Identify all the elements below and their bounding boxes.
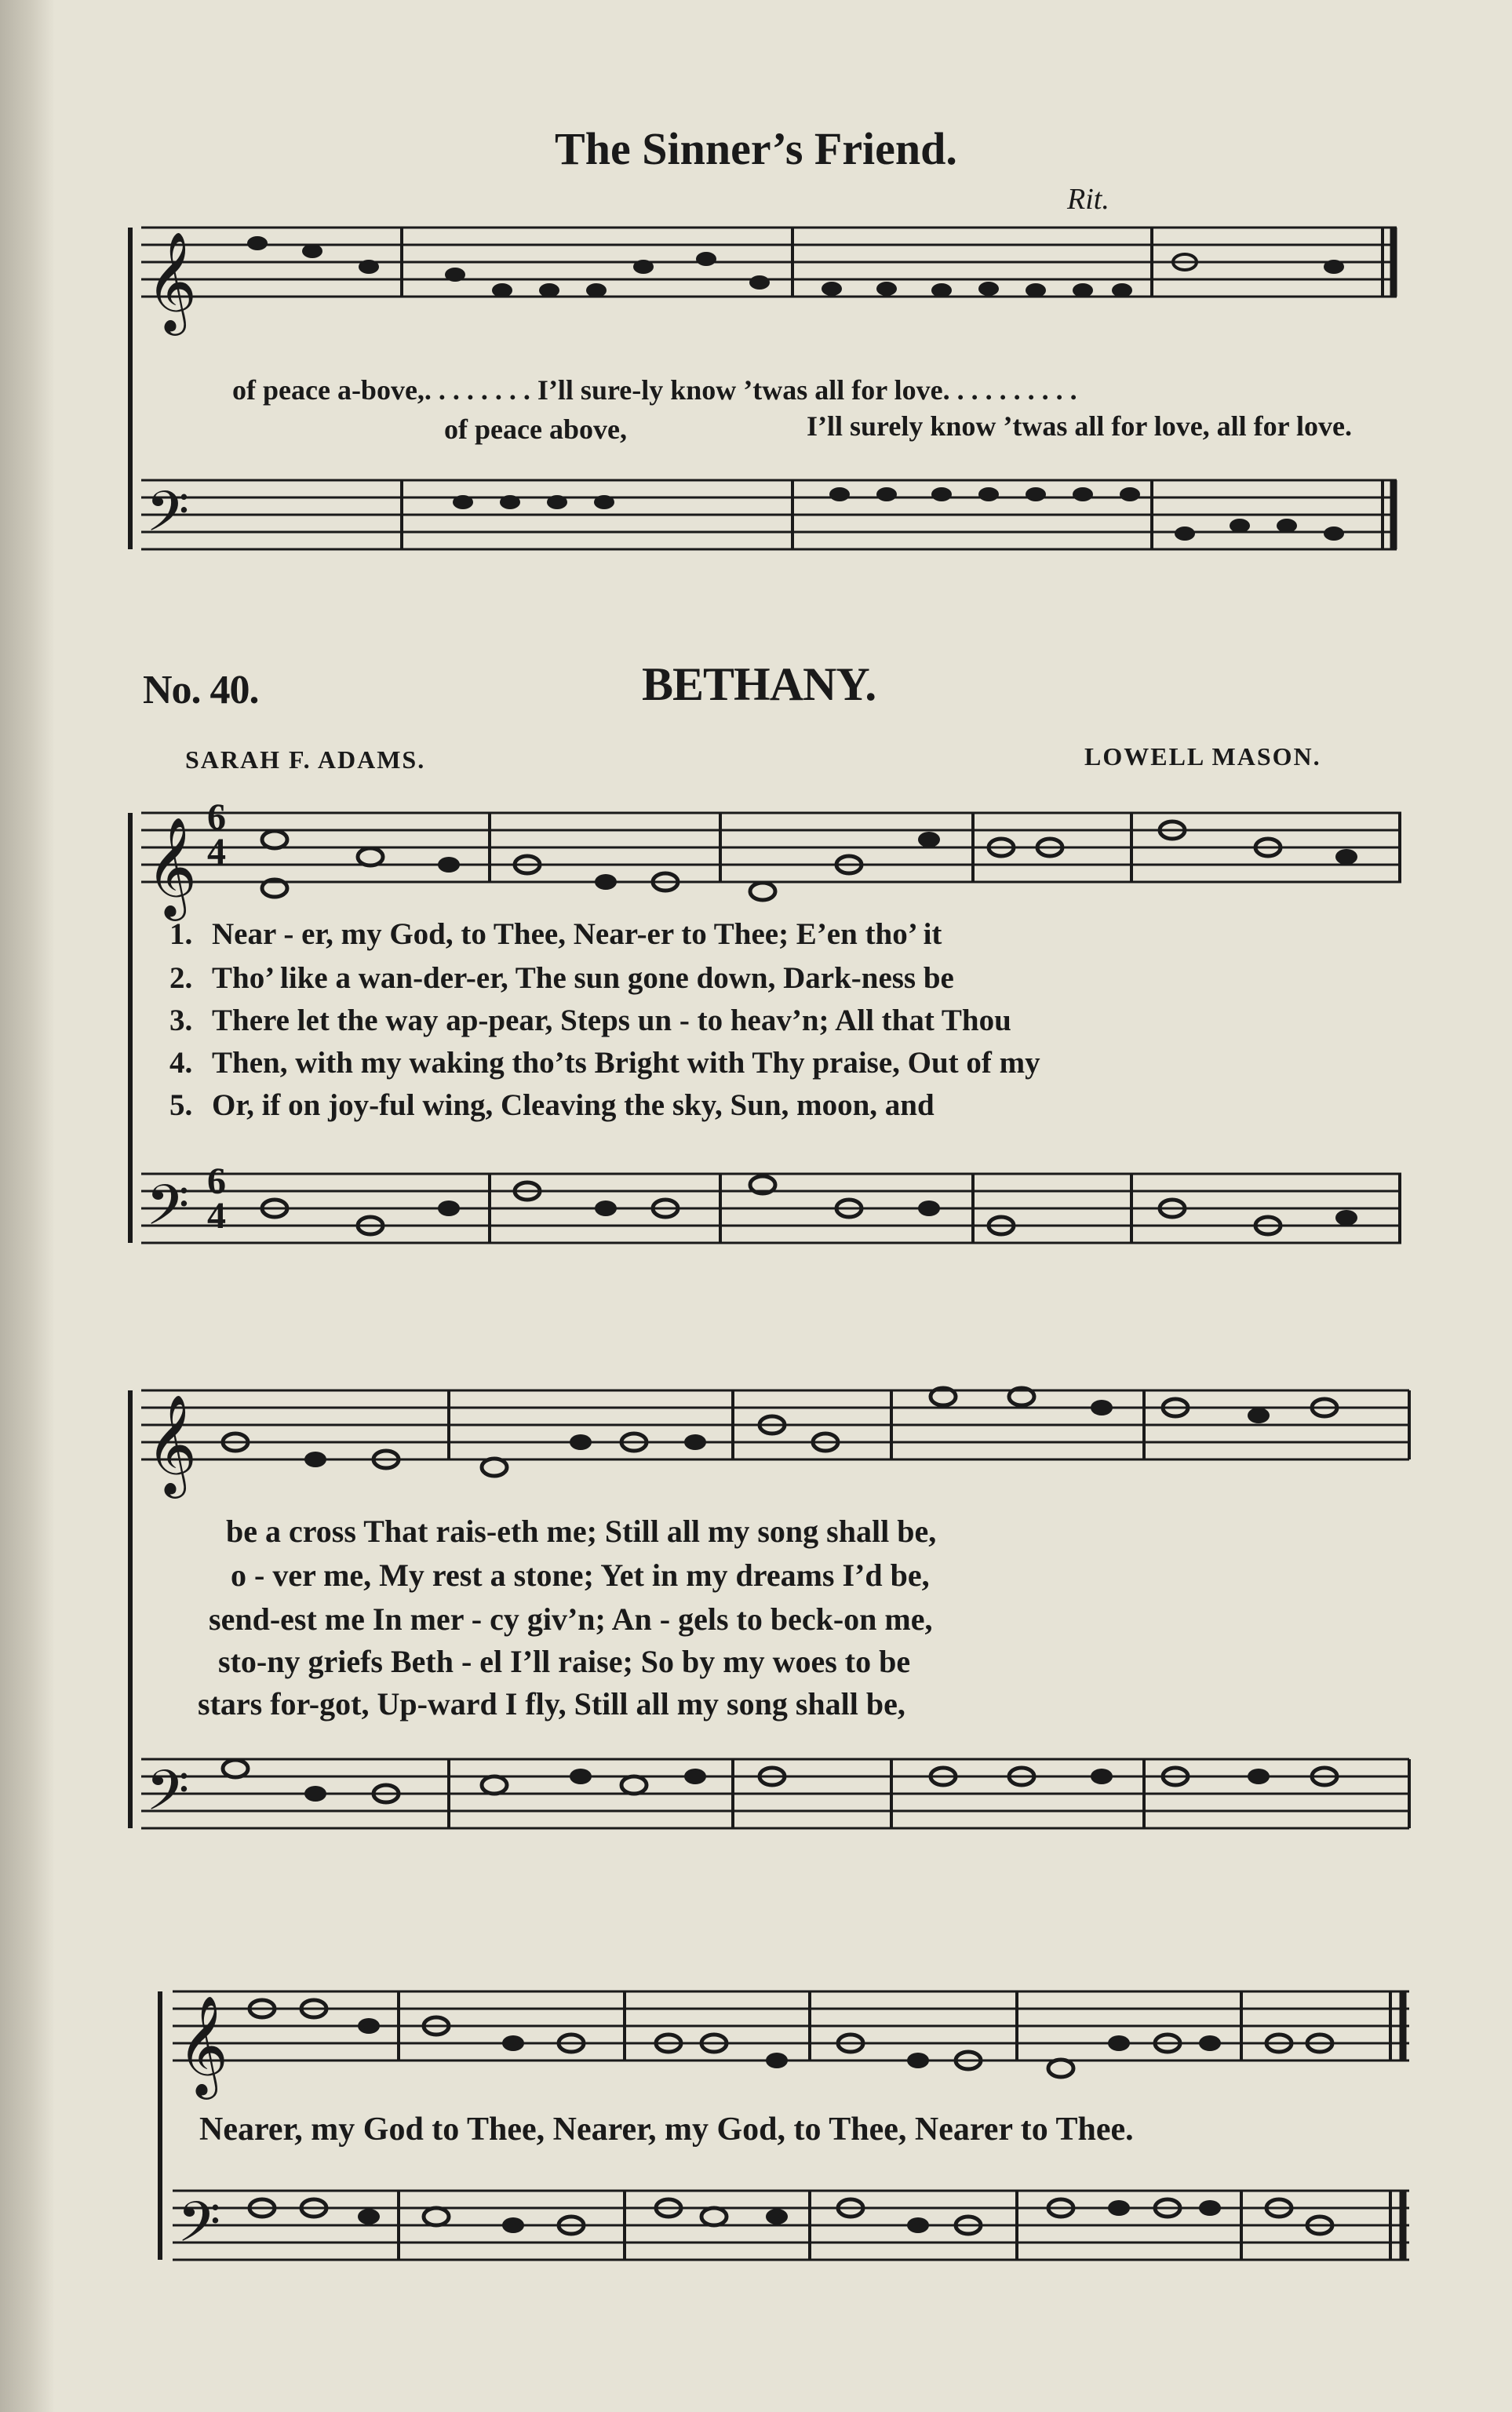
prev-lyric-treble: of peace a-bove,. . . . . . . . I’ll sure-ly know ’twas all for love. . . . . . . . . .: [232, 374, 1077, 406]
hymn-title: BETHANY.: [642, 658, 876, 710]
prev-lyric-bass-1: of peace above,: [444, 414, 627, 445]
notes-2: [223, 1388, 1337, 1802]
verse-line2-5: stars for-got, Up-ward I fly, Still all my song shall be,: [198, 1686, 905, 1722]
svg-text:𝄢: 𝄢: [146, 1173, 190, 1252]
staff-1-treble: [141, 813, 1401, 882]
composer: LOWELL MASON.: [1084, 742, 1321, 771]
time-signature-treble: 6 4: [207, 796, 226, 873]
staff-prev-treble: [141, 228, 1397, 297]
verse-line1-2: 2. Tho’ like a wan-der-er, The sun gone down, Dark-ness be: [169, 961, 954, 995]
author: SARAH F. ADAMS.: [185, 745, 426, 774]
prev-hymn-title: The Sinner’s Friend.: [555, 123, 957, 174]
verse-line1-1: 1. Near - er, my God, to Thee, Near-er to Thee; E’en tho’ it: [169, 917, 942, 951]
svg-text:𝄞: 𝄞: [146, 816, 198, 916]
treble-clef-icon: 𝄞: [146, 231, 198, 331]
verse-line1-3: 3. There let the way ap-pear, Steps un - to heav’n; All that Thou: [169, 1004, 1011, 1037]
hymn-number: No. 40.: [143, 668, 259, 712]
staff-prev-bass: [141, 480, 1397, 549]
verse-line1-4: 4. Then, with my waking tho’ts Bright with Thy praise, Out of my: [169, 1046, 1040, 1080]
svg-text:𝄢: 𝄢: [146, 1758, 190, 1837]
staff-3-bass: [173, 2191, 1409, 2260]
time-signature-bass: 6 4: [207, 1160, 226, 1237]
tempo-mark: Rit.: [1067, 183, 1109, 216]
svg-text:𝄢: 𝄢: [177, 2190, 221, 2268]
svg-text:𝄞: 𝄞: [146, 1394, 198, 1494]
refrain-line: Nearer, my God to Thee, Nearer, my God, to Thee, Nearer to Thee.: [199, 2111, 1134, 2148]
svg-text:𝄞: 𝄞: [177, 1995, 229, 2095]
verse-line2-4: sto-ny griefs Beth - el I’ll raise; So by my woes to be: [218, 1644, 911, 1679]
staff-1-bass: [141, 1174, 1401, 1243]
verse-line2-2: o - ver me, My rest a stone; Yet in my dreams I’d be,: [231, 1558, 930, 1593]
prev-lyric-bass-2: I’ll surely know ’twas all for love, all for love.: [807, 410, 1352, 442]
bass-clef-icon: 𝄢: [146, 479, 190, 558]
verse-line2-3: send-est me In mer - cy giv’n; An - gels to beck-on me,: [209, 1601, 933, 1637]
verse-line2-1: be a cross That rais-eth me; Still all my song shall be,: [226, 1514, 937, 1549]
verse-line1-5: 5. Or, if on joy-ful wing, Cleaving the sky, Sun, moon, and: [169, 1088, 935, 1122]
staff-2-treble: [141, 1390, 1409, 1459]
